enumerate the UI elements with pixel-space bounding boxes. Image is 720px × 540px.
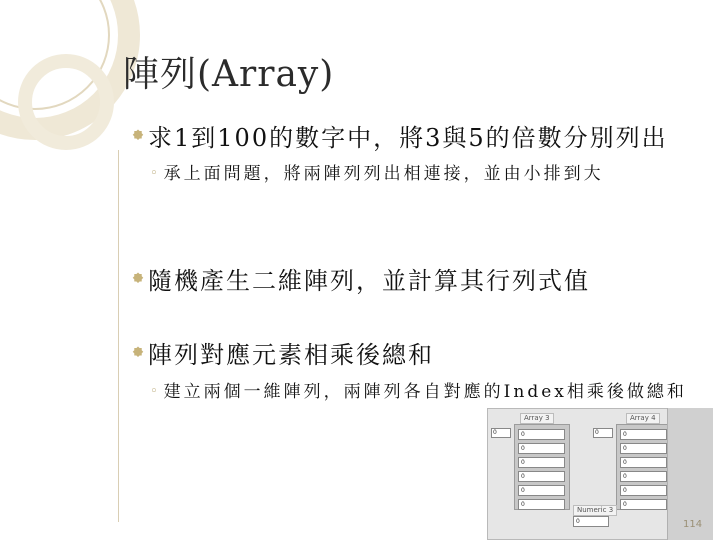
bullet-item-3 (132, 341, 434, 370)
sub-bullet-1-text: 承上面問題，將兩陣列列出相連接，並由小排到大 (163, 164, 604, 184)
bullet-1-text: 求1到100的數字中，將3與5的倍數分別列出 (148, 124, 668, 152)
array-a-cell[interactable]: 0 (518, 485, 565, 496)
array-b-frame (616, 424, 672, 510)
sub-bullet-marker-icon: ◦ (150, 384, 158, 399)
array-b-cell[interactable]: 0 (620, 429, 667, 440)
array-a-cell[interactable]: 0 (518, 457, 565, 468)
bullet-marker-icon: 🟐 (132, 343, 145, 361)
sub-bullet-3-text: 建立兩個一維陣列，兩陣列各自對應的Index相乘後做總和 (163, 382, 687, 402)
sub-bullet-item-3 (150, 380, 690, 405)
array-b-cell[interactable]: 0 (620, 443, 667, 454)
array-a-cell[interactable]: 0 (518, 499, 565, 510)
array-b-cell[interactable]: 0 (620, 499, 667, 510)
array-a-label: Array 3 (520, 413, 554, 424)
array-b-cell[interactable]: 0 (620, 457, 667, 468)
bullet-3-text: 陣列對應元素相乘後總和 (148, 341, 435, 369)
array-a-index[interactable]: 0 (491, 428, 511, 438)
array-a-cell[interactable]: 0 (518, 429, 565, 440)
numeric-label: Numeric 3 (573, 505, 617, 516)
slide-title: 陣列(Array) (123, 54, 335, 95)
array-a-frame (514, 424, 570, 510)
array-b-cell[interactable]: 0 (620, 485, 667, 496)
decorative-circle-inner (18, 54, 114, 150)
sub-bullet-marker-icon: ◦ (150, 166, 158, 181)
array-b-index[interactable]: 0 (593, 428, 613, 438)
bullet-marker-icon: 🟐 (132, 126, 145, 144)
array-a-cell[interactable]: 0 (518, 443, 565, 454)
left-vertical-rule (118, 150, 119, 522)
bullet-marker-icon: 🟐 (132, 269, 145, 287)
numeric-indicator: 0 (573, 516, 609, 527)
sub-bullet-item-1 (150, 162, 690, 187)
array-a-cell[interactable]: 0 (518, 471, 565, 482)
array-b-cell[interactable]: 0 (620, 471, 667, 482)
bullet-item-2 (132, 267, 590, 296)
bullet-item-1 (132, 124, 668, 153)
bullet-2-text: 隨機產生二維陣列，並計算其行列式值 (148, 267, 591, 295)
array-b-label: Array 4 (626, 413, 660, 424)
page-number: 114 (683, 519, 703, 530)
